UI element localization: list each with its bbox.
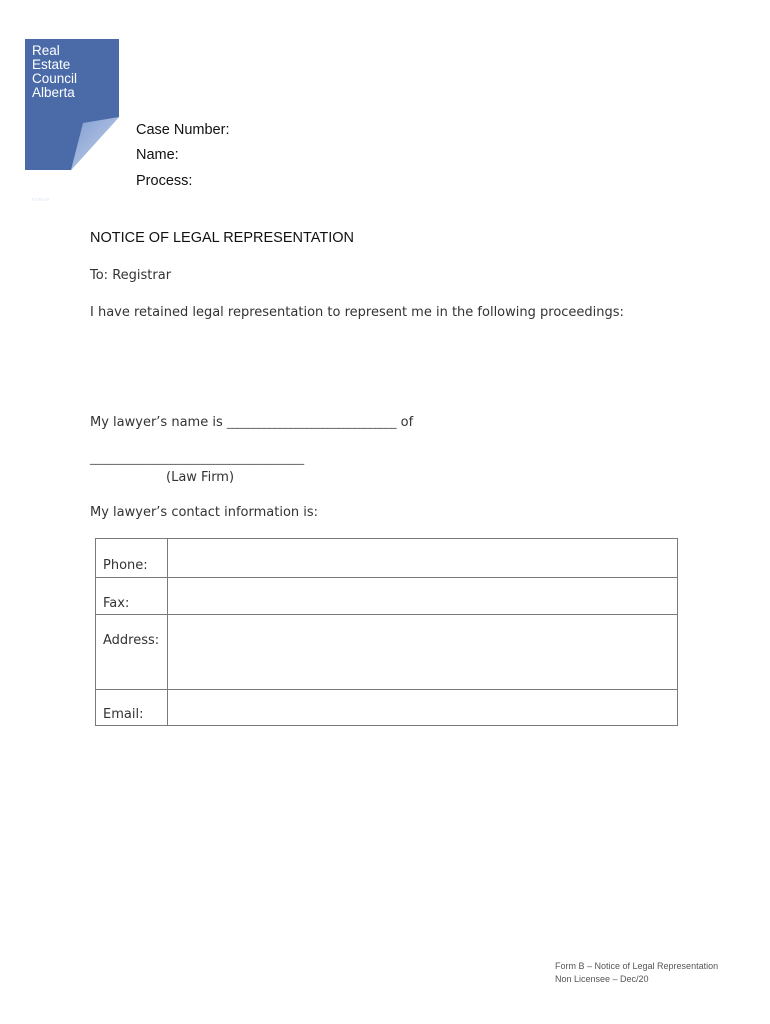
law-firm-blank[interactable]: ________________________________________ — [90, 452, 305, 465]
lawyer-name-prefix: My lawyer’s name is — [90, 415, 223, 430]
to-registrar-line: To: Registrar — [90, 268, 172, 283]
case-number-label: Case Number: — [136, 122, 230, 138]
table-row — [96, 539, 678, 578]
contact-intro: My lawyer’s contact information is: — [90, 505, 319, 520]
address-label: Address: — [96, 615, 168, 690]
reca-logo — [25, 39, 119, 202]
notice-heading: NOTICE OF LEGAL REPRESENTATION — [90, 230, 354, 246]
table-row — [96, 578, 678, 615]
name-label: Name: — [136, 147, 179, 163]
lawyer-name-suffix: of — [400, 415, 414, 430]
process-label: Process: — [136, 173, 193, 189]
email-field[interactable] — [168, 690, 678, 726]
phone-label: Phone: — [96, 539, 168, 578]
address-field[interactable] — [168, 615, 678, 690]
fax-label: Fax: — [96, 578, 168, 615]
law-firm-caption: (Law Firm) — [166, 470, 235, 485]
email-label: Email: — [96, 690, 168, 726]
lawyer-name-line — [90, 415, 413, 430]
retained-representation-line: I have retained legal representation to represent me in the following proceedings: — [90, 305, 624, 320]
fax-field[interactable] — [168, 578, 678, 615]
lawyer-name-blank[interactable]: ________________________________ — [226, 416, 397, 429]
phone-field[interactable] — [168, 539, 678, 578]
footer-form-version: Non Licensee – Dec/20 — [555, 974, 649, 984]
logo-text: Real Estate Council Alberta — [32, 43, 78, 100]
footer-form-title: Form B – Notice of Legal Representation — [555, 961, 719, 971]
table-row — [96, 690, 678, 726]
logo-tagline: FORUM — [32, 197, 50, 202]
contact-info-table — [95, 538, 678, 726]
table-row — [96, 615, 678, 690]
